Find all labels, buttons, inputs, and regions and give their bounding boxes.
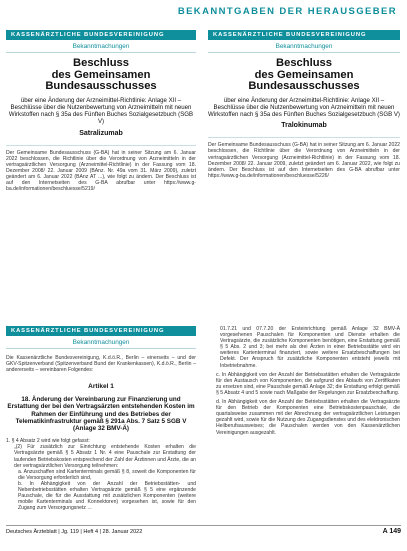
agreement-intro: Die Kassenärztliche Bundesvereinigung, K.d.ö.R., Berlin – einerseits – und der GKV-Spitzenverband (Spitzenverband Bund der Krankenkassen), K.d.ö.R., Berlin – andererseits – vereinbaren Folgendes: bbox=[6, 355, 196, 374]
journal-citation: Deutsches Ärzteblatt | Jg. 119 | Heft 4 | 28. Januar 2022 bbox=[6, 529, 143, 535]
drug-name: Tralokinumab bbox=[281, 122, 327, 130]
page-number: A 149 bbox=[382, 528, 401, 535]
notice-subtitle: über eine Änderung der Arzneimittel-Richtlinie: Anlage XII – Beschlüsse über die Nutzenbewertung von Arzneimitteln mit neuen Wirkstoffen nach § 35a des Fünften Buches Sozialgesetzbuch (SGB V) bbox=[8, 96, 194, 126]
title-line-1: Beschluss bbox=[276, 57, 332, 69]
notice-tralokinumab bbox=[208, 30, 400, 312]
item-1: 1. § 4 Absatz 2 wird wie folgt gefasst: bbox=[6, 438, 90, 445]
page-footer bbox=[6, 525, 401, 542]
notice-subtitle: über eine Änderung der Arzneimittel-Richtlinie: Anlage XII – Beschlüsse über die Nutzenbewertung von Arzneimitteln mit neuen Wirkstoffen nach § 35a des Fünften Buches Sozialgesetzbuch (SGB V) bbox=[208, 96, 400, 119]
org-bar: KASSENÄRZTLICHE BUNDESVEREINIGUNG bbox=[208, 30, 400, 40]
agreement-notice bbox=[6, 326, 196, 511]
notice-body: Der Gemeinsame Bundesausschuss (G-BA) hat in seiner Sitzung am 6. Januar 2022 beschlossen, die Richtlinie über die Verordnung von Arzneimitteln in der vertragsärztlichen Versorgung (Arzneimittel-Richtlinie) in der Fassung vom 18. Dezember 2008/ 22. Januar 2009 (BAnz. Nr. 49a vom 31. März 2009), zuletzt geändert am 6. Januar 2022 (BAnz AT ...), wie folgt zu ändern. Der Beschluss ist auf den Internetseiten des G-BA abrufbar unter https://www.g-ba.de/informationen/beschluesse/5219/ bbox=[6, 145, 196, 193]
page-header bbox=[0, 0, 407, 30]
item-text-2: c. In Abhängigkeit von der Anzahl der Betriebsstätten erhalten die Vertragsärzte für den Austausch von Komponenten, die aufgrund des Ablaufs von Zertifikaten zu ersetzen sind, eine Pauschale gemäß Anlage 32; die Erstattung erfolgt gemäß § 5 Absatz 4 und 5 sowie nach Maßgabe der Regelungen zur Ersatzbeschaffung. bbox=[216, 371, 400, 396]
title-line-1: Beschluss bbox=[73, 57, 129, 69]
item-1b: a. Anzuschaffen sind Kartenterminals gemäß § 8, soweit die Komponenten für die Versorgung erforderlich sind, bbox=[18, 468, 196, 481]
notice-type: Bekanntmachungen bbox=[6, 40, 196, 53]
notice-satralizumab bbox=[6, 30, 196, 312]
title-line-2: des Gemeinsamen Bundesausschusses bbox=[248, 68, 360, 92]
notice-type: Bekanntmachungen bbox=[6, 336, 196, 349]
item-text-1: 01.7.21 und 07.7.20 der Ersteinrichtung gemäß Anlage 32 BMV-Ä vorgesehenen Pauschalen für Komponenten und Dienste erhalten die Vertragsärzte, die zusätzliche Komponenten benötigen, eine Erstattung gemäß § 5 Abs. 2 und 3; bei mehr als drei Ärzten in einer Betriebsstätte wird ein weiteres Kartenterminal finanziert, sowie weitere Ersatzbeschaffungen bei Defekt. Der Anspruch für zusätzliche Komponenten entsteht jeweils mit Inbetriebnahme. bbox=[220, 326, 400, 369]
notice-title bbox=[6, 58, 196, 93]
article-heading: Artikel 1 bbox=[88, 383, 114, 391]
notice-title bbox=[208, 58, 400, 93]
item-text-3: d. In Abhängigkeit von der Anzahl der Betriebsstätten erhalten die Vertragsärzte für den Betrieb der Komponenten eine Betriebskostenpauschale, die quartalsweise zusammen mit der Abrechnung der vertragsärztlichen Leistungen gezahlt wird, sowie für die Nutzung des Zugangsdienstes und des elektronischen Heilberufsausweises; die Pauschalen werden von den Kassenärztlichen Vereinigungen ausgezahlt. bbox=[216, 399, 400, 436]
notice-type: Bekanntmachungen bbox=[208, 40, 400, 53]
drug-name: Satralizumab bbox=[79, 129, 123, 137]
org-bar: KASSENÄRZTLICHE BUNDESVEREINIGUNG bbox=[6, 30, 196, 40]
article-title: 18. Änderung der Vereinbarung zur Finanzierung und Erstattung der bei den Vertragsärzten entstehenden Kosten im Rahmen der Einführung und des Betriebes der Telematikinfrastruktur gemäß § 291a Abs. 7 Satz 5 SGB V (Anlage 32 BMV-Ä) bbox=[7, 396, 195, 433]
org-bar: KASSENÄRZTLICHE BUNDESVEREINIGUNG bbox=[6, 326, 196, 336]
notice-body: Der Gemeinsame Bundesausschuss (G-BA) hat in seiner Sitzung am 6. Januar 2022 beschlossen, die Richtlinie über die Verordnung von Arzneimitteln in der vertragsärztlichen Versorgung (Arzneimittel-Richtlinie) in der Fassung vom 18. Dezember 2008/ 22. Januar 2009, zuletzt geändert am 6. Januar 2022, wie folgt zu ändern. Der Beschluss ist auf den Internetseiten des G-BA abrufbar unter https://www.g-ba.de/informationen/beschluesse/5226/ bbox=[208, 137, 400, 179]
item-1a: „(2) Für zusätzlich zur Einrichtung entstehende Kosten erhalten die Vertragsärzte gemäß § 5 Absatz 1 Nr. 4 eine Pauschale zur Erstattung der laufenden Betriebskosten entsprechend der Zahl der Ärztinnen und Ärzte, die an der vertragsärztlichen Versorgung teilnehmen: bbox=[14, 444, 196, 469]
title-line-2: des Gemeinsamen Bundesausschusses bbox=[45, 68, 157, 92]
section-label: BEKANNTGABEN DER HERAUSGEBER bbox=[177, 6, 397, 17]
agreement-continued bbox=[208, 326, 400, 436]
item-1c: b. In Abhängigkeit von der Anzahl der Betriebsstätten- und Nebenbetriebsstätten erhalten Vertragsärzte gemäß § 5 eine ergänzende Pauschale, die für die Ausstattung mit zusätzlichen Komponenten (weitere mobile Kartenterminals und Konnektoren) vorgesehen ist, sowie für den Zugang zum Versorgungsnetz ... bbox=[18, 480, 196, 512]
